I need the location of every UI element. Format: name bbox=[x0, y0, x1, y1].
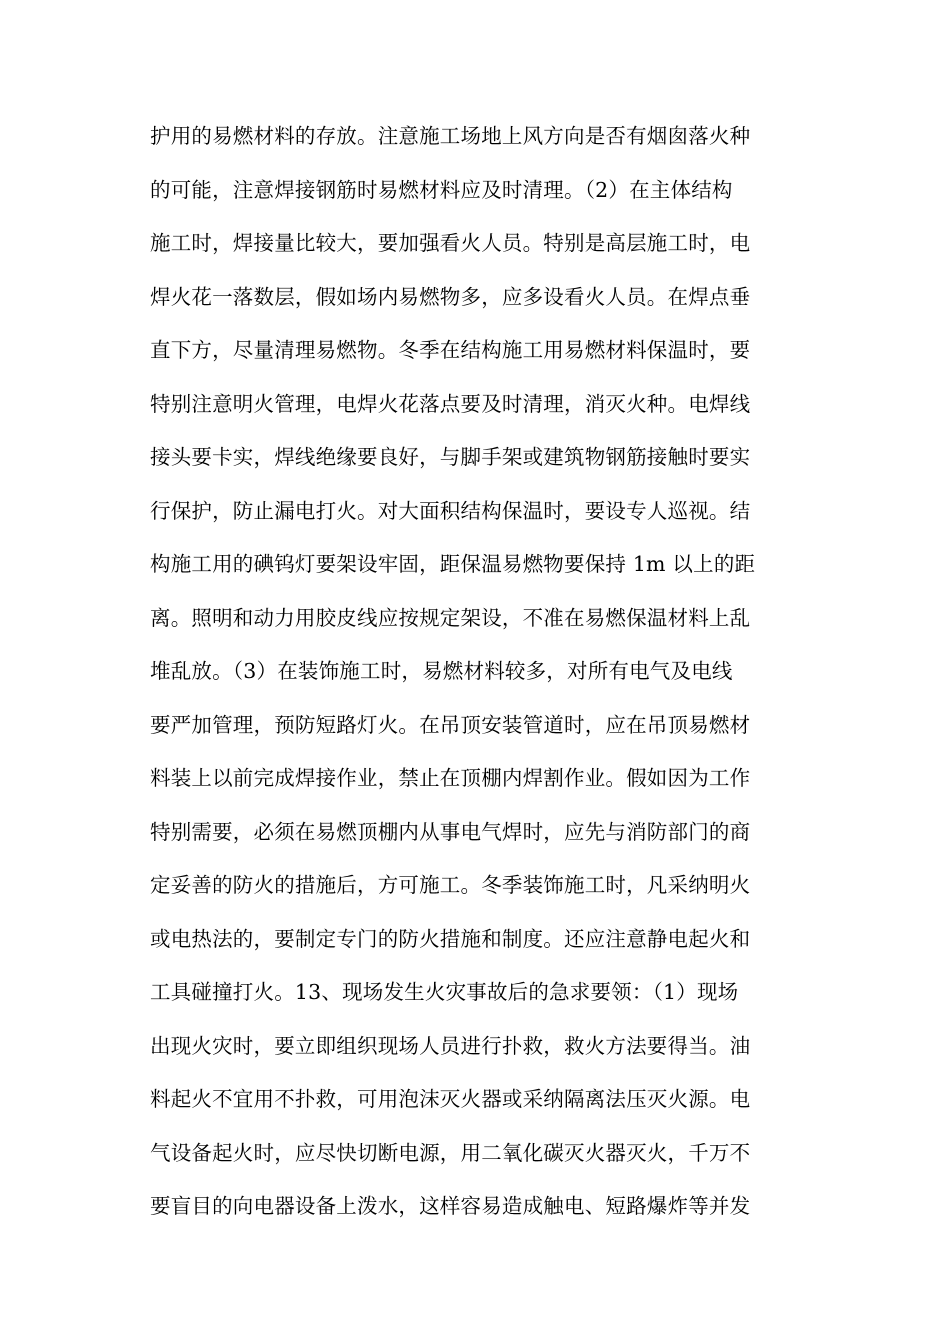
text-line: 直下方，尽量清理易燃物。冬季在结构施工用易燃材料保温时，要 bbox=[150, 338, 751, 362]
text-line: 要严加管理，预防短路灯火。在吊顶安装管道时，应在吊顶易燃材 bbox=[150, 712, 751, 737]
text-line: 构施工用的碘钨灯要架设牢固，距保温易燃物要保持 1m 以上的距 bbox=[150, 552, 756, 576]
text-line: 接头要卡实，焊线绝缘要良好，与脚手架或建筑物钢筋接触时要实 bbox=[150, 445, 751, 469]
text-line: 行保护，防止漏电打火。对大面积结构保温时，要设专人巡视。结 bbox=[150, 498, 751, 523]
text-line: 焊火花一落数层，假如场内易燃物多，应多设看火人员。在焊点垂 bbox=[150, 284, 751, 309]
text-line: 的可能，注意焊接钢筋时易燃材料应及时清理。（2）在主体结构 bbox=[150, 177, 733, 202]
text-line: 工具碰撞打火。13、现场发生火灾事故后的急求要领：（1）现场 bbox=[150, 980, 739, 1004]
text-line: 堆乱放。（3）在装饰施工时，易燃材料较多，对所有电气及电线 bbox=[150, 659, 733, 683]
text-line: 特别注意明火管理，电焊火花落点要及时清理，消灭火种。电焊线 bbox=[150, 391, 751, 416]
text-line: 护用的易燃材料的存放。注意施工场地上风方向是否有烟囱落火种 bbox=[150, 124, 751, 148]
body-text bbox=[150, 118, 810, 1242]
text-line: 料起火不宜用不扑救，可用泡沫灭火器或采纳隔离法压灭火源。电 bbox=[150, 1087, 751, 1111]
text-line: 或电热法的，要制定专门的防火措施和制度。还应注意静电起火和 bbox=[150, 926, 751, 951]
text-line: 要盲目的向电器设备上泼水，这样容易造成触电、短路爆炸等并发 bbox=[150, 1194, 751, 1218]
text-line: 施工时，焊接量比较大，要加强看火人员。特别是高层施工时，电 bbox=[150, 231, 751, 255]
text-line: 气设备起火时，应尽快切断电源，用二氧化碳灭火器灭火，千万不 bbox=[150, 1140, 751, 1165]
text-line: 离。照明和动力用胶皮线应按规定架设，不准在易燃保温材料上乱 bbox=[150, 605, 751, 630]
text-line: 出现火灾时，要立即组织现场人员进行扑救，救火方法要得当。油 bbox=[150, 1033, 751, 1058]
text-line: 料装上以前完成焊接作业，禁止在顶棚内焊割作业。假如因为工作 bbox=[150, 766, 751, 790]
text-line: 定妥善的防火的措施后，方可施工。冬季装饰施工时，凡采纳明火 bbox=[150, 873, 751, 897]
text-line: 特别需要，必须在易燃顶棚内从事电气焊时，应先与消防部门的商 bbox=[150, 819, 751, 844]
